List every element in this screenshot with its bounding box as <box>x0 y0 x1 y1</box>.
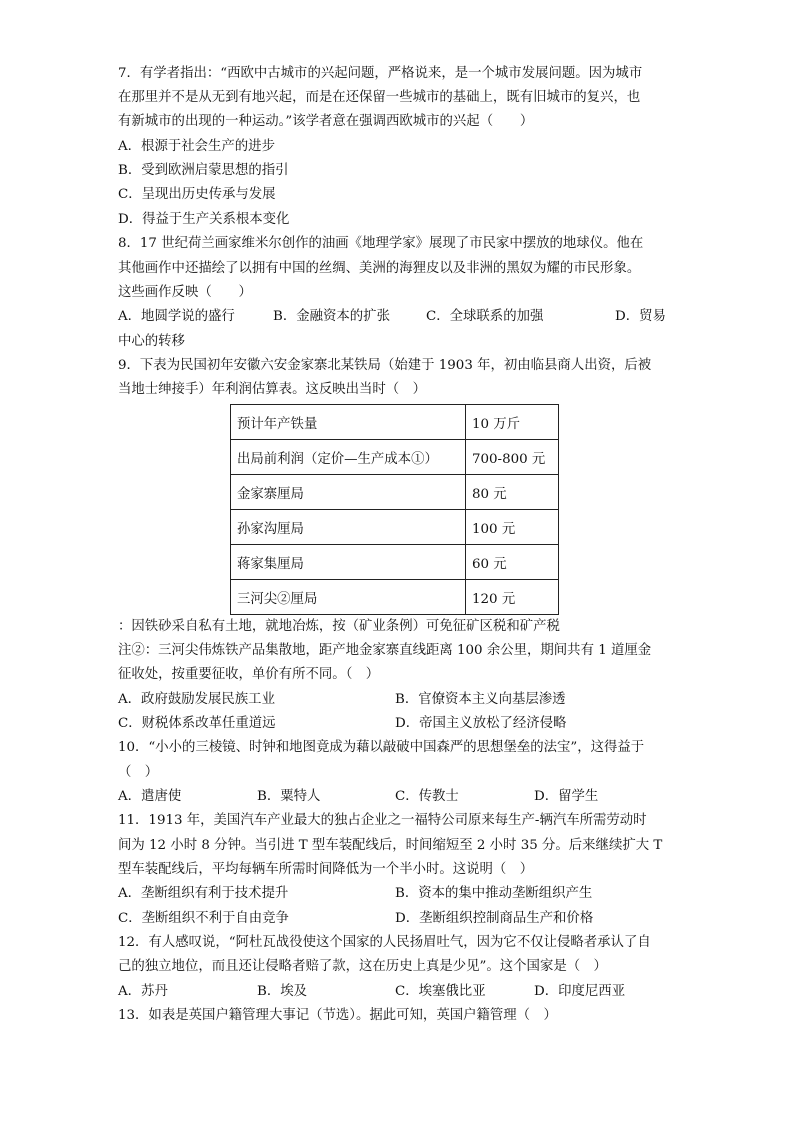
q11-option-b: B．资本的集中推动垄断组织产生 <box>395 886 593 901</box>
q12-option-b: B．埃及 <box>257 984 308 999</box>
q7-option-c: C．呈现出历史传承与发展 <box>118 187 276 202</box>
table-cell: 700-800 元 <box>466 440 559 475</box>
q13-stem-line-1: 13．如表是英国户籍管理大事记（节选）。据此可知，英国户籍管理（ ） <box>118 1008 557 1023</box>
q7-option-d: D．得益于生产关系根本变化 <box>118 212 290 227</box>
table-row <box>231 405 559 440</box>
q8-option-d: D．贸易 <box>615 309 666 324</box>
q9-options-row-1 <box>118 690 671 710</box>
q12-option-c: C．埃塞俄比亚 <box>395 984 486 999</box>
q10-option-c: C．传教士 <box>395 789 459 804</box>
q7-option-a: A．根源于社会生产的进步 <box>118 139 275 154</box>
table-row <box>231 475 559 510</box>
q11-options-row-2 <box>118 909 671 929</box>
q8-option-a: A．地圆学说的盛行 <box>118 309 235 324</box>
q12-stem-line-1: 12．有人感叹说，“阿杜瓦战役使这个国家的人民扬眉吐气，因为它不仅让侵略者承认了自 <box>118 935 651 950</box>
q9-option-a: A．政府鼓励发展民族工业 <box>118 692 275 707</box>
q10-stem-line-1: 10．“小小的三棱镜、时钟和地图竟成为藉以敲破中国森严的思想堡垒的法宝”，这得益于 <box>118 740 645 755</box>
q9-option-d: D．帝国主义放松了经济侵略 <box>395 716 567 731</box>
q8-stem-line-2: 其他画作中还描绘了以拥有中国的丝绸、美洲的海狸皮以及非洲的黑奴为耀的市民形象。 <box>118 261 641 276</box>
table-cell: 80 元 <box>466 475 559 510</box>
q8-stem-line-1: 8．17 世纪荷兰画家维米尔创作的油画《地理学家》展现了市民家中摆放的地球仪。他在 <box>118 236 644 251</box>
q8-option-c: C．全球联系的加强 <box>426 309 544 324</box>
q11-stem-line-3: 型车装配线后，平均每辆车所需时间降低为一个半小时。这说明（ ） <box>118 862 534 877</box>
table-row <box>231 510 559 545</box>
q7-stem-line-2: 在那里并不是从无到有地兴起，而是在还保留一些城市的基础上，既有旧城市的复兴，也 <box>118 90 641 105</box>
table-cell: 孙家沟厘局 <box>231 510 466 545</box>
q9-profit-table <box>230 404 559 615</box>
q11-stem-line-1: 11．1913 年，美国汽车产业最大的独占企业之一福特公司原来每生产-辆汽车所需劳动时 <box>118 813 647 828</box>
q9-note-3: 征收处，按重要征收，单价有所不同。（ ） <box>118 667 380 682</box>
q9-note-1: ：因铁砂采自私有土地，就地冶炼，按（矿业条例）可免征矿区税和矿产税 <box>118 619 560 634</box>
table-cell: 60 元 <box>466 545 559 580</box>
q8-option-d-wrap: 中心的转移 <box>118 334 185 349</box>
table-cell: 100 元 <box>466 510 559 545</box>
table-cell: 蒋家集厘局 <box>231 545 466 580</box>
q7-stem-line-3: 有新城市的出现的一种运动。”该学者意在强调西欧城市的兴起（ ） <box>118 114 534 129</box>
q10-stem-line-2: （ ） <box>118 765 159 780</box>
q9-option-b: B．官僚资本主义向基层渗透 <box>395 692 566 707</box>
table-cell: 预计年产铁量 <box>231 405 466 440</box>
q10-options-row <box>118 787 671 807</box>
table-row <box>231 580 559 615</box>
table-row <box>231 440 559 475</box>
table-cell: 120 元 <box>466 580 559 615</box>
q8-options-row <box>118 307 671 327</box>
q9-stem-line-2: 当地士绅接手）年利润估算表。这反映出当时（ ） <box>118 382 426 397</box>
q9-options-row-2 <box>118 714 671 734</box>
table-row <box>231 545 559 580</box>
q9-note-2: 注②：三河尖伟炼铁产品集散地，距产地金家寨直线距离 100 余公里，期间共有 1 道厘金 <box>118 643 652 658</box>
table-cell: 出局前利润（定价—生产成本①） <box>231 440 466 475</box>
q12-stem-line-2: 己的独立地位，而且还让侵略者赔了款，这在历史上真是少见”。这个国家是（ ） <box>118 959 607 974</box>
q11-option-a: A．垄断组织有利于技术提升 <box>118 886 289 901</box>
q7-option-b: B．受到欧洲启蒙思想的指引 <box>118 163 289 178</box>
q12-options-row <box>118 982 671 1002</box>
table-cell: 10 万斤 <box>466 405 559 440</box>
q12-option-a: A．苏丹 <box>118 984 168 999</box>
q9-option-c: C．财税体系改革任重道远 <box>118 716 276 731</box>
q8-stem-line-3: 这些画作反映（ ） <box>118 285 252 300</box>
q10-option-b: B．粟特人 <box>257 789 321 804</box>
q12-option-d: D．印度尼西亚 <box>534 984 626 999</box>
q11-option-c: C．垄断组织不利于自由竞争 <box>118 911 289 926</box>
q10-option-d: D．留学生 <box>534 789 599 804</box>
q11-options-row-1 <box>118 884 671 904</box>
q11-option-d: D．垄断组织控制商品生产和价格 <box>395 911 594 926</box>
table-cell: 三河尖②厘局 <box>231 580 466 615</box>
q10-option-a: A．遣唐使 <box>118 789 182 804</box>
q9-stem-line-1: 9．下表为民国初年安徽六安金家寨北某铁局（始建于 1903 年，初由临县商人出资，后被 <box>118 358 652 373</box>
q7-stem-line-1: 7．有学者指出：“西欧中古城市的兴起问题，严格说来，是一个城市发展问题。因为城市 <box>118 66 643 81</box>
q11-stem-line-2: 间为 12 小时 8 分钟。当引进 T 型车装配线后，时间缩短至 2 小时 35 分。后来继续扩大 T <box>118 838 663 853</box>
table-cell: 金家寨厘局 <box>231 475 466 510</box>
q8-option-b: B．金融资本的扩张 <box>273 309 390 324</box>
